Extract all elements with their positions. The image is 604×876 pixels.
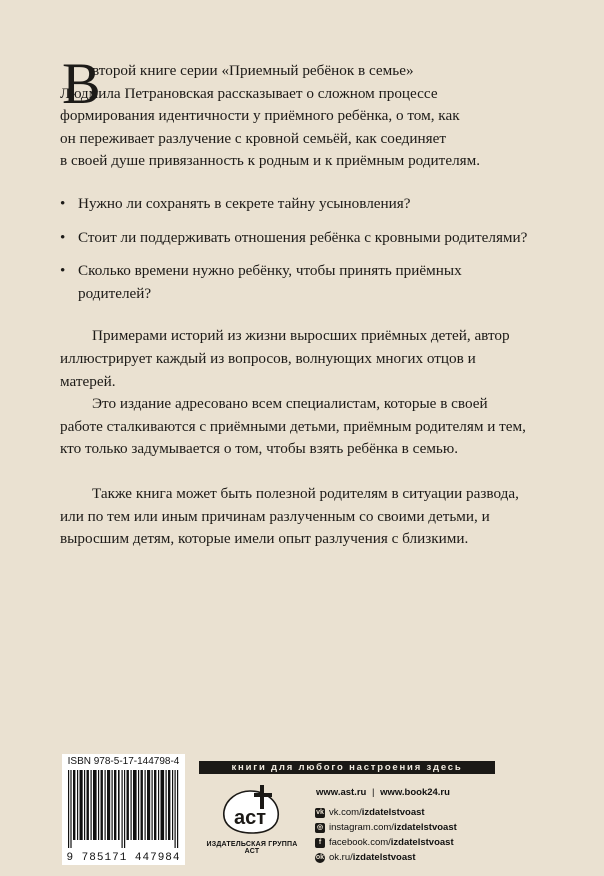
logo-text: аст xyxy=(233,807,267,829)
social-link-ok[interactable] xyxy=(315,851,457,864)
instagram-icon: ◎ xyxy=(316,823,324,831)
social-handle: izdatelstvoast xyxy=(361,807,425,818)
bullet-icon: • xyxy=(60,194,66,212)
social-links xyxy=(315,806,457,866)
isbn-number: ISBN 978-5-17-144798-4 xyxy=(67,756,180,767)
facebook-icon: f xyxy=(315,838,325,848)
ast-logo-icon xyxy=(220,781,284,835)
vk-icon: vk xyxy=(316,808,324,816)
ok-icon: ok xyxy=(315,853,325,861)
question-item xyxy=(60,260,530,305)
question-text: Нужно ли сохранять в секрете тайну усыновления? xyxy=(78,194,411,212)
intro-line: Людмила Петрановская рассказывает о сложном процессе xyxy=(60,84,438,102)
question-text: Стоит ли поддерживать отношения ребёнка с кровными родителями? xyxy=(78,228,528,246)
website-separator: | xyxy=(371,787,375,798)
isbn-barcode xyxy=(62,754,185,865)
bullet-icon: • xyxy=(60,228,66,246)
intro-paragraph xyxy=(60,51,530,173)
intro-line: формирования идентичности у приёмного ребёнка, о том, как xyxy=(60,107,460,125)
publisher-name: ИЗДАТЕЛЬСКАЯ ГРУППА АСТ xyxy=(206,841,298,855)
usefulness-paragraph: Также книга может быть полезной родителям в ситуации развода, или по тем или иным причинам разлученным со своими детьми, и выросшим детям, которые имели опыт разлучения с близкими. xyxy=(60,484,519,548)
websites xyxy=(316,787,450,798)
bullet-icon: • xyxy=(60,262,66,280)
audience-paragraph: Это издание адресовано всем специалистам, которые в своей работе сталкиваются с приёмными детьми, приёмным родителям и тем, кто только задумывается о том, чтобы взять ребёнка в семью. xyxy=(60,395,526,458)
social-prefix: vk.com/ xyxy=(329,807,362,818)
website-link[interactable]: www.book24.ru xyxy=(380,787,450,798)
intro-line: он переживает разлучение с кровной семьёй, как соединяет xyxy=(60,129,446,147)
social-link-vk[interactable] xyxy=(315,806,457,819)
social-link-instagram[interactable] xyxy=(315,821,457,834)
barcode-digits: 9 785171 447984 xyxy=(66,852,181,864)
barcode-icon xyxy=(68,770,179,848)
intro-line: в своей душе привязанность к родным и к приёмным родителям. xyxy=(60,152,481,170)
examples-paragraph: Примерами историй из жизни выросших приёмных детей, автор иллюстрирует каждый из вопросов, волнующих многих отцов и матерей. xyxy=(60,327,510,390)
intro-line: второй книге серии «Приемный ребёнок в семье» xyxy=(92,62,414,79)
question-text: Сколько времени нужно ребёнку, чтобы принять приёмных родителей? xyxy=(78,262,462,302)
slogan-bar: книги для любого настроения здесь xyxy=(199,761,495,774)
annotation-text xyxy=(60,51,530,551)
question-item xyxy=(60,193,530,216)
social-prefix: ok.ru/ xyxy=(329,852,353,863)
social-handle: izdatelstvoast xyxy=(393,822,457,833)
social-handle: izdatelstvoast xyxy=(390,837,454,848)
drop-cap: В xyxy=(62,51,101,116)
social-handle: izdatelstvoast xyxy=(352,852,416,863)
social-prefix: facebook.com/ xyxy=(329,837,391,848)
website-link[interactable]: www.ast.ru xyxy=(316,787,367,798)
social-link-facebook[interactable] xyxy=(315,836,457,849)
social-prefix: instagram.com/ xyxy=(329,822,394,833)
question-item xyxy=(60,227,530,250)
questions-list xyxy=(60,193,530,305)
